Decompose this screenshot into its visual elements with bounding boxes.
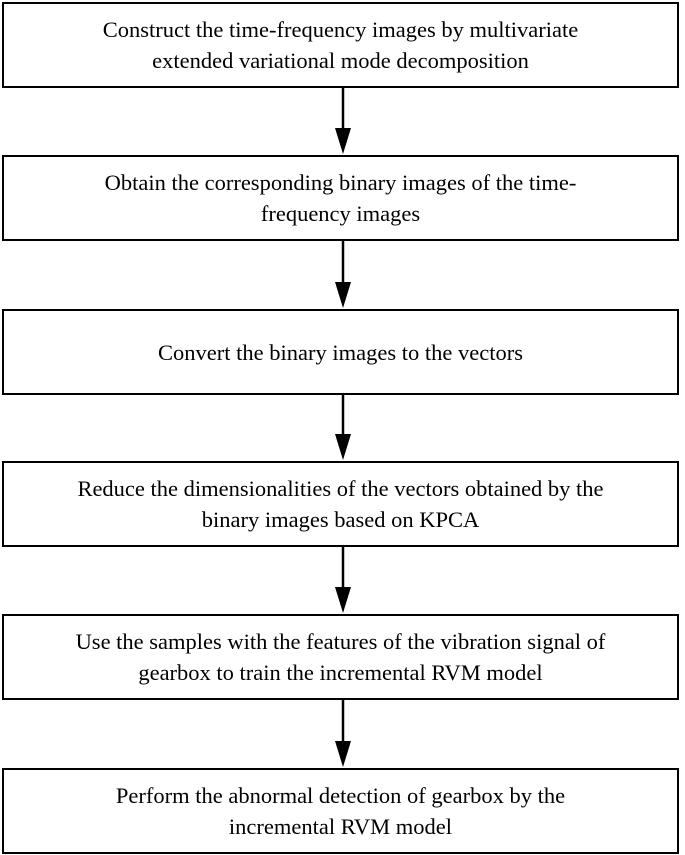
step-3-box	[2, 309, 679, 395]
step-3-text: Convert the binary images to the vectors	[158, 339, 523, 365]
step-5-text: Use the samples with the features of the vibration signal of gearbox to train the incremental RVM model	[75, 629, 606, 685]
step-5-box	[2, 614, 679, 700]
arrow-5-to-6	[335, 700, 351, 767]
arrow-2-to-3	[335, 241, 351, 308]
arrow-3-to-4	[335, 395, 351, 460]
step-1-text: Construct the time-frequency images by multivariate extended variational mode decomposition	[102, 17, 579, 73]
step-1-box	[2, 2, 679, 88]
step-6-box	[2, 768, 679, 854]
step-6-text: Perform the abnormal detection of gearbox by the incremental RVM model	[115, 783, 566, 839]
arrow-4-to-5	[335, 547, 351, 613]
arrow-1-to-2	[335, 88, 351, 154]
step-2-box	[2, 155, 679, 241]
step-2-text: Obtain the corresponding binary images of the time- frequency images	[104, 170, 577, 226]
step-4-text: Reduce the dimensionalities of the vectors obtained by the binary images based on KPCA	[77, 476, 604, 532]
step-4-box	[2, 461, 679, 547]
